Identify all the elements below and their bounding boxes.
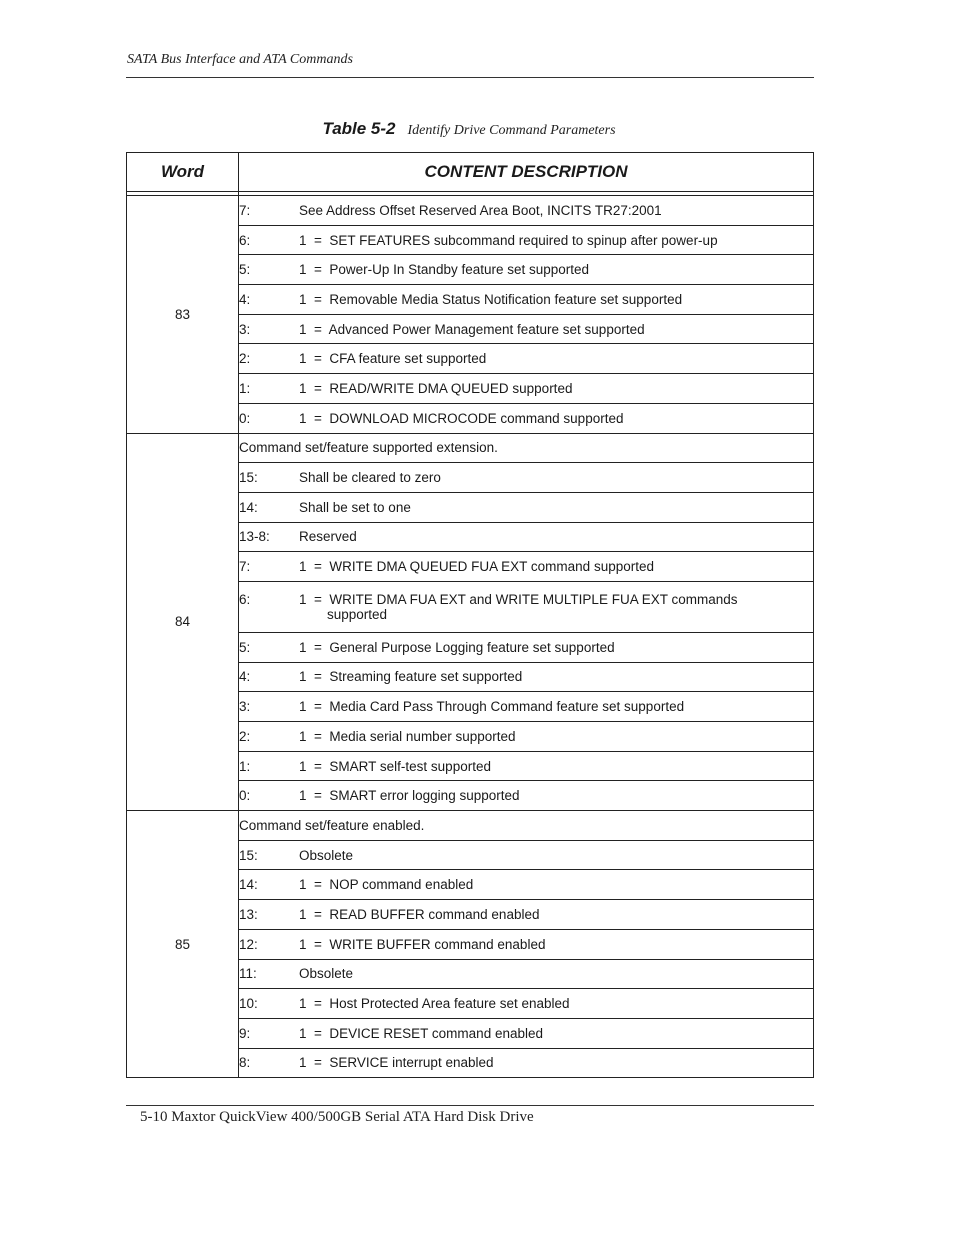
description-cell [239,840,814,870]
bit-label: 7: [239,559,251,575]
description-line [239,559,654,574]
description-cell [239,552,814,582]
description-line [239,907,539,922]
table-header-row [127,153,814,192]
bit-label: 12: [239,936,258,952]
bit-label: 15: [239,847,258,863]
description-line [239,233,718,248]
bit-description: See Address Offset Reserved Area Boot, INCITS TR27:2001 [299,202,662,218]
bit-label: 1: [239,380,251,396]
table-number: Table 5-2 [322,119,396,138]
description-cell [239,374,814,404]
description-cell [239,344,814,374]
description-cell [239,1048,814,1078]
identify-drive-parameters-table [126,152,814,1078]
bit-label: 13: [239,906,258,922]
description-line [239,351,486,366]
bit-label: 2: [239,728,251,744]
bit-label: 13-8: [239,529,270,545]
description-line [239,1055,494,1070]
description-line [239,1026,543,1041]
description-line [239,640,615,655]
description-line [239,322,645,337]
description-cell [239,900,814,930]
bit-description: 1 = SERVICE interrupt enabled [299,1055,494,1071]
description-cell [239,255,814,285]
bit-description: 1 = SET FEATURES subcommand required to spinup after power-up [299,232,718,248]
description-line [239,788,520,803]
bit-label: 5: [239,639,251,655]
table-title: Identify Drive Command Parameters [407,123,616,138]
description-line [239,996,570,1011]
description-line [239,937,545,952]
description-cell [239,751,814,781]
bit-label: 3: [239,699,251,715]
description-line [239,848,353,863]
bit-description: 1 = WRITE DMA QUEUED FUA EXT command supported [299,559,654,575]
bit-description: 1 = DEVICE RESET command enabled [299,1025,543,1041]
description-cell [239,225,814,255]
description-cell [239,522,814,552]
table-body [127,196,814,1078]
description-cell [239,314,814,344]
description-line [239,529,357,544]
description-cell [239,632,814,662]
description-cell [239,989,814,1019]
table-row [127,196,814,226]
description-line [239,592,738,607]
header-rule [126,77,814,78]
description-cell [239,959,814,989]
bit-description: 1 = Power-Up In Standby feature set supported [299,262,590,278]
page-footer: 5-10 Maxtor QuickView 400/500GB Serial ATA Hard Disk Drive [140,1109,534,1125]
description-cell [239,463,814,493]
bit-description: 1 = SMART error logging supported [299,788,520,804]
bit-description: 1 = READ BUFFER command enabled [299,906,540,922]
column-header-word: Word [127,153,239,192]
description-cell [239,662,814,692]
description-line [239,262,589,277]
description-cell [239,870,814,900]
description-line [239,500,411,515]
group-intro-cell: Command set/feature supported extension. [239,433,814,463]
description-line [239,729,516,744]
description-line [239,877,473,892]
bit-description: 1 = DOWNLOAD MICROCODE command supported [299,410,624,426]
bit-description: 1 = Removable Media Status Notification feature set supported [299,291,683,307]
bit-description: 1 = WRITE DMA FUA EXT and WRITE MULTIPLE FUA EXT commands [299,591,738,607]
bit-label: 4: [239,291,251,307]
table-caption [0,119,938,139]
bit-description: 1 = Media serial number supported [299,728,516,744]
bit-label: 0: [239,410,251,426]
bit-label: 6: [239,232,251,248]
description-line [239,470,441,485]
bit-label: 4: [239,669,251,685]
bit-description: 1 = READ/WRITE DMA QUEUED supported [299,380,573,396]
bit-description: 1 = CFA feature set supported [299,351,487,367]
table-row [127,811,814,841]
running-header: SATA Bus Interface and ATA Commands [127,52,353,67]
description-line [239,411,623,426]
bit-label: 7: [239,202,251,218]
description-line [239,699,684,714]
bit-label: 14: [239,499,258,515]
bit-label: 0: [239,788,251,804]
bit-label: 2: [239,351,251,367]
bit-description: 1 = Streaming feature set supported [299,669,523,685]
word-number-cell: 84 [127,433,239,811]
bit-label: 15: [239,470,258,486]
description-cell [239,285,814,315]
bit-label: 8: [239,1055,251,1071]
description-cell [239,492,814,522]
description-cell [239,1018,814,1048]
description-cell [239,722,814,752]
bit-description-continuation: supported [327,606,388,622]
bit-description: Shall be cleared to zero [299,470,441,486]
footer-rule [126,1105,814,1106]
group-intro-cell: Command set/feature enabled. [239,811,814,841]
bit-label: 6: [239,591,251,607]
bit-label: 11: [239,966,257,982]
description-cell [239,781,814,811]
description-cell [239,196,814,226]
description-cell [239,581,814,632]
description-line [239,203,662,218]
bit-description: Shall be set to one [299,499,411,515]
bit-label: 5: [239,262,251,278]
bit-label: 9: [239,1025,251,1041]
description-cell [239,403,814,433]
bit-description: Obsolete [299,966,354,982]
word-number-cell: 85 [127,811,239,1078]
bit-description: 1 = Host Protected Area feature set enabled [299,996,570,1012]
bit-description: 1 = WRITE BUFFER command enabled [299,936,546,952]
description-cell [239,692,814,722]
bit-label: 14: [239,877,258,893]
table-row [127,433,814,463]
bit-description: 1 = NOP command enabled [299,877,474,893]
description-line [239,292,682,307]
bit-description: 1 = Media Card Pass Through Command feature set supported [299,699,685,715]
description-line [239,381,572,396]
bit-label: 3: [239,321,251,337]
bit-description: 1 = Advanced Power Management feature set supported [299,321,645,337]
bit-description: Obsolete [299,847,354,863]
description-line [239,759,491,774]
bit-label: 1: [239,758,251,774]
bit-description: Reserved [299,529,357,545]
word-number-cell: 83 [127,196,239,434]
description-cell [239,929,814,959]
column-header-content-description: CONTENT DESCRIPTION [239,153,814,192]
bit-label: 10: [239,996,258,1012]
bit-description: 1 = General Purpose Logging feature set supported [299,639,615,655]
bit-description: 1 = SMART self-test supported [299,758,491,774]
description-line [239,966,353,981]
description-line [239,669,522,684]
